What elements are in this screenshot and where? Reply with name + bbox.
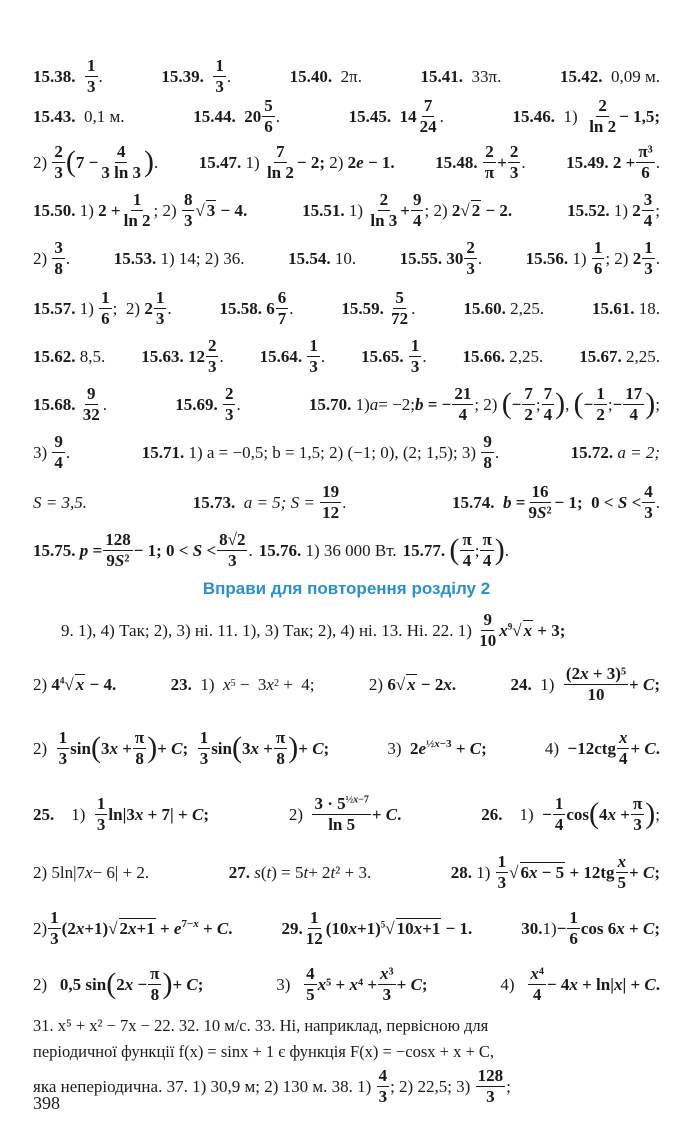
item-number: 15.65.	[361, 346, 404, 366]
item-number: 15.48.	[435, 152, 478, 172]
answer-value: 0,1 м.	[84, 106, 125, 126]
answer-value: 10.	[334, 248, 357, 268]
answer-line-4: 15.50. 1) 2 + $\frac{1}{\ln 2}$ ; 2) $\frac{8}{3}$ √ 3 − 4. 15.51. 1) $\frac{2}{\ln 3}$ + $\frac{9}{4}$ ; 2) 2√ 2 − 2. 15.52. 1) 2 $\frac{3}{4}$ ;	[33, 190, 660, 230]
item-number: 15.73.	[192, 492, 236, 512]
answer-line-8: 15.68. $\frac{9}{32}$ . 15.69. $\frac{2}{3}$ . 15.70. 1) a = −2; b = − $\frac{21}{4}$ ; 2) ( − $\frac{7}{2}$ ; $\frac{7}{4}$ ) , ( − $\frac{1}{2}$ ; − $\frac{17}{4}$ ) ;	[33, 384, 660, 424]
item-number: 15.41.	[420, 66, 464, 86]
item-number: 15.53.	[113, 248, 157, 268]
item-number: 15.74.	[452, 492, 495, 512]
answer-value: 0,09 м.	[610, 66, 660, 86]
item-number: 15.75.	[33, 540, 76, 560]
item-number: 15.61.	[592, 298, 635, 318]
answer-value: a = 2;	[617, 442, 660, 462]
answer-value: S = 3,5.	[33, 492, 87, 512]
item-number: 15.38.	[33, 66, 76, 86]
review-answers: 2) 22,5; 3)	[399, 1076, 471, 1096]
item-number: 15.51.	[302, 200, 345, 220]
page-number: 398	[33, 1093, 60, 1113]
answer-value: 8,5.	[79, 346, 106, 366]
item-number: 15.69.	[175, 394, 218, 414]
item-number: 15.52.	[567, 200, 610, 220]
review-line-9: періодичної функції f(x) = sinx + 1 є функція F(x) = −cosx + x + C,	[33, 1042, 495, 1061]
review-answers: 9. 1), 4) Так; 2), 3) ні. 11. 1), 3) Так; 2), 4) ні. 13. Ні. 22. 1)	[61, 620, 472, 640]
item-number: 15.44.	[193, 106, 236, 126]
item-number: 15.59.	[341, 298, 384, 318]
section-heading: Вправи для повторення розділу 2	[202, 579, 491, 598]
answer-value: 2,25.	[509, 346, 544, 366]
review-line-4: 25. 1) $\frac{1}{3}$ ln|3x + 7| + C; 2) $\frac{3 \cdot 5^{\frac{1}{2}x-7}}{\ln 5}$ + C. 26. 1) − $\frac{1}{4}$ cos ( 4x + $\frac{\pi}{3}$ ) ;	[33, 794, 660, 834]
review-line-5: 2) 5ln|7 x − 6| + 2. 27. s ( t ) = 5 t + 2 t ² + 3. 28. 1) $\frac{1}{3}$ √ 6x − 5 + 12tg $\frac{x}{5}$ + C;	[33, 852, 660, 892]
item-number: 15.67.	[579, 346, 622, 366]
item-number: 15.64.	[259, 346, 303, 366]
answer-value: 1) a = −0,5; b = 1,5; 2) (−1; 0), (2; 1,5); 3)	[188, 442, 477, 462]
item-number: 15.77.	[402, 540, 446, 560]
item-number: 15.39.	[161, 66, 204, 86]
review-line-7: 2) 0,5 sin ( 2x − $\frac{\pi}{8}$ ) + C; 3) $\frac{4}{5}$ x⁵ + x⁴ + $\frac{\text{x³}}{3}$ + C; 4) $\frac{\text{x⁴}}{4}$ − 4x + ln|x| + C.	[33, 964, 660, 1004]
answer-line-6: 15.57. 1) $\frac{1}{6}$ ; 2) 2 $\frac{1}{3}$ . 15.58. 6 $\frac{6}{7}$ . 15.59. $\frac{5}{72}$ . 15.60. 2,25. 15.61. 18.	[33, 288, 660, 328]
review-line-6: 2) $\frac{1}{3}$ (2x+1)√ $2x+1 + e^{7-x} + C$. 29. $\frac{1}{12}$ $(10x+1)^5√$ 10x+1 − 1. 30. 1) − $\frac{1}{6}$ cos 6x + C;	[33, 908, 660, 948]
item-number: 15.58.	[219, 298, 262, 318]
item-number: 15.60.	[463, 298, 506, 318]
item-number: 15.40.	[289, 66, 333, 86]
answer-value: a = 5; S =	[243, 492, 315, 512]
review-line-10: яка неперіодична. 37. 1) 30,9 м; 2) 130 м. 38. 1) $\frac{4}{3}$ ; 2) 22,5; 3) $\frac{128}{3}$ ;	[33, 1066, 511, 1106]
review-line-3: 2) $\frac{1}{3}$ sin ( 3x + $\frac{\pi}{8}$ ) + C; $\frac{1}{3}$ sin ( 3x + $\frac{\pi}{8}$ ) + C; 3) $2e^{\frac{1}{2}x-3} + C$; 4) −12ctg $\frac{x}{4}$ + C.	[33, 728, 660, 768]
answer-value: 18.	[638, 298, 660, 318]
answer-line-7: 15.62. 8,5. 15.63. 12 $\frac{2}{3}$ . 15.64. $\frac{1}{3}$ . 15.65. $\frac{1}{3}$ . 15.66. 2,25. 15.67. 2,25.	[33, 336, 660, 376]
item-number: 15.55.	[399, 248, 443, 268]
answer-line-3: 2) $\frac{2}{3}$ ( 7 − $\frac{4}{3 \ln 3}$ ) . 15.47. 1) $\frac{7}{\ln 2}$ − 2; 2) 2e − 1. 15.48. $\frac{2}{\pi}$ + $\frac{2}{3}$ . 15.49. 2 + $\frac{\text{π³}}{6}$ .	[33, 142, 660, 182]
item-number: 15.42.	[559, 66, 603, 86]
answer-value: 2,25.	[510, 298, 545, 318]
item-number: 15.56.	[525, 248, 569, 268]
item-number: 15.66.	[462, 346, 505, 366]
item-number: 15.62.	[33, 346, 76, 366]
item-number: 15.71.	[141, 442, 185, 462]
item-number: 15.57.	[33, 298, 76, 318]
item-number: 15.47.	[198, 152, 242, 172]
answer-line-11: 15.75. p = $\frac{128}{\text{9S²}}$ − 1; 0 < S < $\frac{8√2}{3}$ . 15.76. 1) 36 000 Вт. 15.77. ( $\frac{\pi}{4}$ ; $\frac{\pi}{4}$ ) .	[33, 530, 510, 570]
answer-value: 2,25.	[625, 346, 660, 366]
answer-value: 1) 36 000 Вт.	[305, 540, 397, 560]
item-number: 15.63.	[141, 346, 184, 366]
item-number: 15.46.	[512, 106, 556, 126]
review-line-8: 31. x⁵ + x² − 7x − 22. 32. 10 м/с. 33. Ні, наприклад, первісною для	[33, 1016, 489, 1035]
answer-line-5: 2) $\frac{3}{8}$ . 15.53. 1) 14; 2) 36. 15.54. 10. 15.55. 30 $\frac{2}{3}$ . 15.56. 1) $\frac{1}{6}$ ; 2) 2 $\frac{1}{3}$ .	[33, 238, 660, 278]
answer-value: 1) 14; 2) 36.	[160, 248, 245, 268]
item-number: 15.50.	[33, 200, 76, 220]
answer-value: 33π.	[471, 66, 502, 86]
review-answers: яка неперіодична. 37. 1) 30,9 м; 2) 130 м. 38. 1)	[33, 1076, 372, 1096]
review-line-2: 2) $4^4√$ x − 4. 23. 1) x 5 − 3 x 2 + 4; 2) 6√ x − 2x. 24. 1) $\frac{\text{(2x + 3)⁵}}{10}$ + C;	[33, 664, 660, 704]
item-number: 15.72.	[570, 442, 614, 462]
item-number: 15.45.	[348, 106, 392, 126]
item-number: 15.68.	[33, 394, 76, 414]
item-number: 15.76.	[258, 540, 302, 560]
answer-line-10: S = 3,5. 15.73. a = 5; S = $\frac{19}{12}$ . 15.74. b = $\frac{16}{\text{9S²}}$ − 1; 0 < S < $\frac{4}{3}$ .	[33, 482, 660, 522]
review-line-1: 9. 1), 4) Так; 2), 3) ні. 11. 1), 3) Так; 2), 4) ні. 13. Ні. 22. 1) $\frac{9}{10}$ $x^9√$ x + 3;	[61, 610, 566, 650]
answer-line-9: 3) $\frac{9}{4}$ . 15.71. 1) a = −0,5; b = 1,5; 2) (−1; 0), (2; 1,5); 3) $\frac{9}{8}$ . 15.72. a = 2;	[33, 432, 660, 472]
item-number: 15.43.	[33, 106, 76, 126]
answer-line-2: 15.43. 0,1 м. 15.44. 20 $\frac{5}{6}$ . 15.45. 14 $\frac{7}{24}$ . 15.46. 1) $\frac{2}{\ln 2}$ − 1,5;	[33, 96, 660, 136]
answer-line-1: 15.38. $\frac{1}{3}$ . 15.39. $\frac{1}{3}$ . 15.40. 2π. 15.41. 33π. 15.42. 0,09 м.	[33, 56, 660, 96]
item-number: 15.49.	[566, 152, 609, 172]
item-number: 15.54.	[288, 248, 331, 268]
item-number: 15.70.	[308, 394, 352, 414]
answer-value: 2π.	[340, 66, 362, 86]
